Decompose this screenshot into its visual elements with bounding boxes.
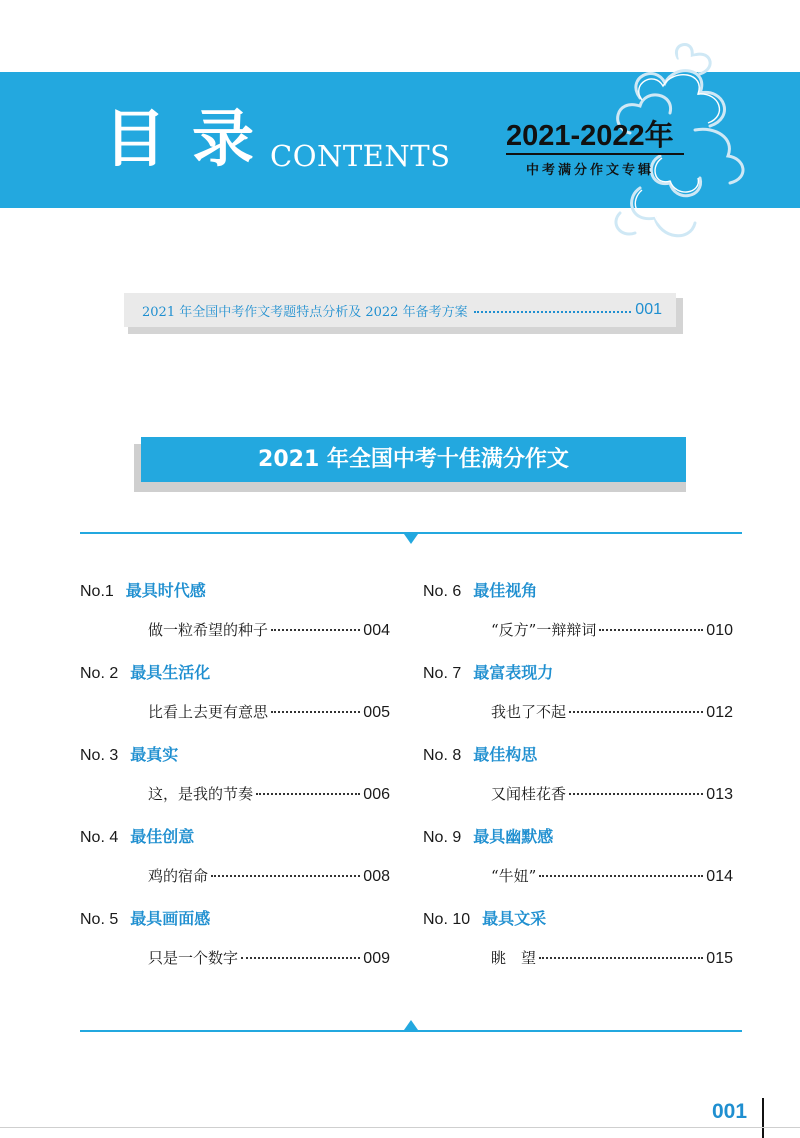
- entry-number: No. 2: [80, 665, 119, 682]
- entry-category: 最具文采: [482, 909, 547, 928]
- entry-category: 最具生活化: [130, 663, 211, 682]
- entry-number: No.1: [80, 583, 114, 600]
- divider-bottom: [80, 1030, 742, 1032]
- entry-number: No. 10: [423, 911, 471, 928]
- dot-leader: [539, 957, 703, 959]
- entry-page: 015: [706, 950, 733, 967]
- entry-page: 008: [363, 868, 390, 885]
- toc-entry[interactable]: [80, 742, 390, 824]
- edition-badge: [506, 120, 696, 178]
- entry-number: No. 5: [80, 911, 119, 928]
- entry-page: 006: [363, 786, 390, 803]
- entry-title: “牛妞”: [491, 867, 537, 885]
- entry-number: No. 6: [423, 583, 462, 600]
- dot-leader: [474, 311, 632, 313]
- toc-entry[interactable]: [423, 906, 733, 988]
- entry-page: 014: [706, 868, 733, 885]
- dot-leader: [271, 629, 360, 631]
- toc-entry[interactable]: [80, 824, 390, 906]
- page-number-bar: [762, 1098, 764, 1138]
- entry-number: No. 9: [423, 829, 462, 846]
- entry-page: 013: [706, 786, 733, 803]
- toc-entry[interactable]: [423, 578, 733, 660]
- toc-entry[interactable]: [80, 906, 390, 988]
- entry-number: No. 4: [80, 829, 119, 846]
- edition-subtitle: 中考满分作文专辑: [526, 163, 655, 178]
- entry-category: 最佳构思: [473, 745, 538, 764]
- toc-entry[interactable]: [80, 660, 390, 742]
- entry-title: 鸡的宿命: [148, 867, 209, 885]
- entry-page: 012: [706, 704, 733, 721]
- entry-category: 最具画面感: [130, 909, 211, 928]
- dot-leader: [599, 629, 703, 631]
- entry-title: 我也了不起: [491, 703, 567, 721]
- entry-number: No. 3: [80, 747, 119, 764]
- dot-leader: [569, 793, 703, 795]
- page-bottom-line: [0, 1127, 800, 1128]
- toc-entry[interactable]: [80, 578, 390, 660]
- entry-number: No. 7: [423, 665, 462, 682]
- entry-category: 最佳创意: [130, 827, 195, 846]
- dot-leader: [241, 957, 360, 959]
- page-title: 目录: [104, 102, 281, 175]
- dot-leader: [211, 875, 360, 877]
- toc-entry[interactable]: [423, 824, 733, 906]
- section-banner: 2021 年全国中考十佳满分作文: [141, 437, 686, 482]
- entry-page: 004: [363, 622, 390, 639]
- toc-column-right: [423, 578, 733, 988]
- entry-title: 又闻桂花香: [491, 785, 567, 803]
- triangle-down-icon: [404, 534, 418, 544]
- entry-title: 只是一个数字: [148, 949, 239, 967]
- entry-page: 010: [706, 622, 733, 639]
- intro-entry[interactable]: [124, 293, 676, 327]
- edition-rule: [506, 153, 684, 155]
- entry-title: 做一粒希望的种子: [148, 621, 269, 639]
- page-title-english: CONTENTS: [270, 139, 451, 173]
- entry-page: 005: [363, 704, 390, 721]
- intro-entry-title: 2021 年全国中考作文考题特点分析及 2022 年备考方案: [142, 304, 468, 320]
- entry-title: “反方”一辩辩词: [491, 621, 597, 639]
- page-number: 001: [712, 1100, 748, 1123]
- entry-category: 最具时代感: [125, 581, 206, 600]
- triangle-up-icon: [404, 1020, 418, 1030]
- entry-category: 最真实: [130, 745, 179, 764]
- dot-leader: [271, 711, 360, 713]
- edition-year: 2021-2022年: [506, 120, 674, 152]
- toc-column-left: [80, 578, 390, 988]
- entry-title: 这，是我的节奏: [148, 785, 254, 803]
- dot-leader: [256, 793, 360, 795]
- entry-category: 最佳视角: [473, 581, 538, 600]
- dot-leader: [539, 875, 703, 877]
- entry-number: No. 8: [423, 747, 462, 764]
- entry-title: 比看上去更有意思: [148, 703, 269, 721]
- entry-category: 最富表现力: [473, 663, 554, 682]
- entry-category: 最具幽默感: [473, 827, 554, 846]
- dot-leader: [569, 711, 703, 713]
- toc-entry[interactable]: [423, 660, 733, 742]
- intro-entry-page: 001: [635, 301, 662, 318]
- entry-title: 眺 望: [491, 949, 537, 967]
- entry-page: 009: [363, 950, 390, 967]
- toc-entry[interactable]: [423, 742, 733, 824]
